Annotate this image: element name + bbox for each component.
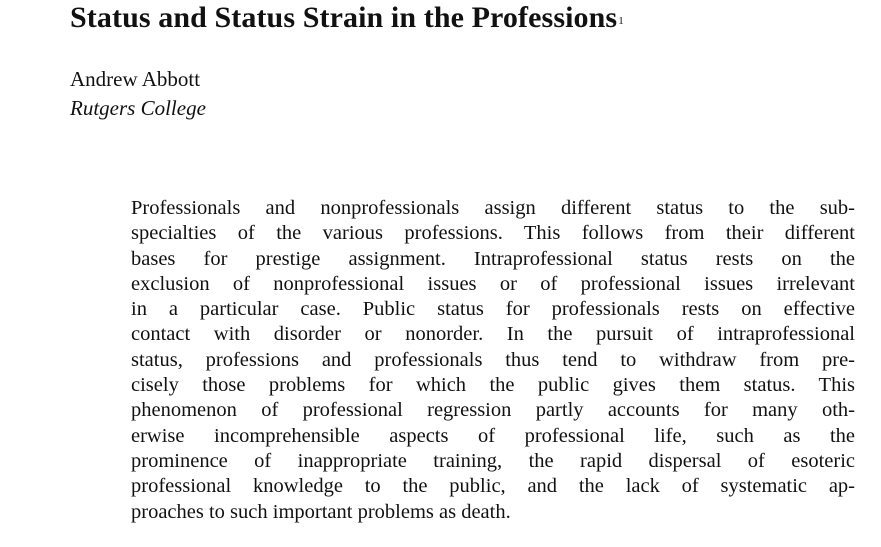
abstract-line: Professionals and nonprofessionals assign different status to the sub- xyxy=(131,197,855,219)
abstract-line: in a particular case. Public status for professionals rests on effective xyxy=(131,298,855,321)
author-affiliation: Rutgers College xyxy=(70,96,206,120)
abstract-line: proaches to such important problems as death. xyxy=(131,500,511,523)
paper-title xyxy=(70,0,624,36)
abstract-line: cisely those problems for which the public gives them status. This xyxy=(131,374,855,397)
abstract-line: bases for prestige assignment. Intraprofessional status rests on the xyxy=(131,247,855,270)
author-name: Andrew Abbott xyxy=(70,67,201,91)
abstract-line: professional knowledge to the public, and the lack of systematic ap- xyxy=(131,475,855,498)
abstract-line: status, professions and professionals thus tend to withdraw from pre- xyxy=(131,348,855,371)
title-footnote-mark[interactable]: 1 xyxy=(618,15,624,27)
abstract-line: phenomenon of professional regression partly accounts for many oth- xyxy=(131,399,855,422)
abstract-line: erwise incomprehensible aspects of professional life, such as the xyxy=(131,424,855,447)
abstract-line: exclusion of nonprofessional issues or of professional issues irrelevant xyxy=(131,272,855,295)
paper-title-text: Status and Status Strain in the Professions xyxy=(70,1,618,34)
abstract-line: specialties of the various professions. This follows from their different xyxy=(131,222,855,245)
abstract-line: prominence of inappropriate training, the rapid dispersal of esoteric xyxy=(131,449,855,472)
abstract-line: contact with disorder or nonorder. In the pursuit of intraprofessional xyxy=(131,323,855,346)
abstract xyxy=(131,196,855,525)
